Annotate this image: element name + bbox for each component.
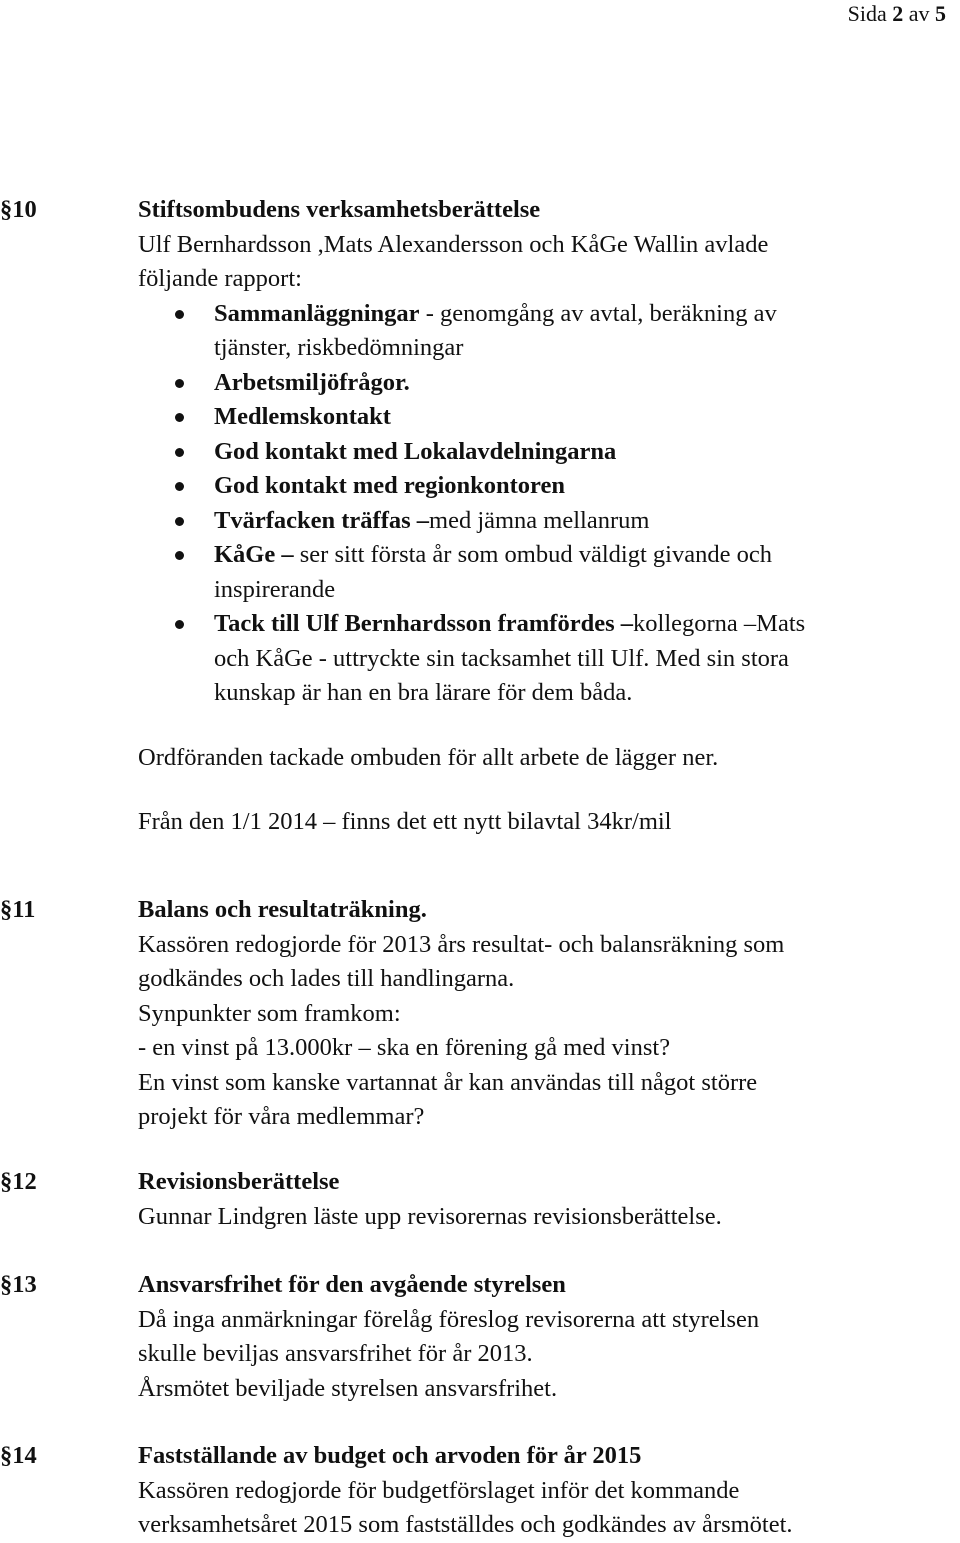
list-item: [138, 400, 938, 435]
body-line: projekt för våra medlemmar?: [138, 1103, 425, 1130]
bullet-bold: Sammanläggningar: [214, 299, 420, 327]
bullet-text: - genomgång av avtal, beräkning av: [419, 299, 777, 327]
page-middle: av: [903, 1, 935, 26]
section-title: Revisionsberättelse: [138, 1168, 340, 1195]
section-body: [138, 1165, 938, 1234]
bullet-text: ser sitt första år som ombud väldigt givande och: [293, 541, 772, 568]
section-title: Stiftsombudens verksamhetsberättelse: [138, 196, 541, 223]
section-number: [0, 193, 37, 228]
list-item: [138, 469, 938, 504]
body-line: Synpunkter som framkom:: [138, 999, 401, 1027]
page-prefix: Sida: [847, 1, 893, 26]
paragraph-symbol: §: [0, 1442, 13, 1469]
body-line: Gunnar Lindgren läste upp revisorernas revisionsberättelse.: [138, 1202, 722, 1230]
body-line: skulle beviljas ansvarsfrihet för år 2013.: [138, 1340, 533, 1367]
body-line: godkändes och lades till handlingarna.: [138, 965, 515, 992]
list-item: [138, 504, 938, 539]
bullet-bold: God kontakt med regionkontoren: [214, 472, 565, 499]
bullet-cont: inspirerande: [214, 575, 336, 603]
body-line: Årsmötet beviljade styrelsen ansvarsfrihet.: [138, 1374, 558, 1402]
list-item: [138, 297, 938, 366]
bullet-icon: [175, 413, 184, 422]
section-number-value: 14: [12, 1442, 37, 1469]
list-item: [138, 435, 938, 470]
report-bullet-list: [138, 297, 938, 711]
paragraph-symbol: §: [0, 196, 13, 223]
closing-paragraph: Ordföranden tackade ombuden för allt arbete de lägger ner.: [138, 743, 719, 771]
section-number: [0, 893, 35, 928]
list-item: [138, 538, 938, 607]
section-number-value: 12: [12, 1168, 37, 1195]
bullet-icon: [175, 551, 184, 560]
paragraph-symbol: §: [0, 896, 13, 923]
body-line: - en vinst på 13.000kr – ska en förening gå med vinst?: [138, 1034, 671, 1061]
body-line: Kassören redogjorde för budgetförslaget inför det kommande: [138, 1476, 740, 1504]
section-number-value: 10: [12, 196, 37, 223]
bullet-bold: Tvärfacken träffas –: [214, 506, 430, 534]
bullet-bold: Arbetsmiljöfrågor.: [214, 368, 410, 396]
page-total: 5: [935, 1, 946, 26]
section-number: [0, 1165, 37, 1200]
intro-line: följande rapport:: [138, 265, 302, 292]
intro-line: Ulf Bernhardsson ,Mats Alexandersson och KåGe Wallin avlade: [138, 230, 769, 258]
page-current: 2: [892, 1, 904, 26]
paragraph-symbol: §: [0, 1271, 13, 1298]
body-line: En vinst som kanske vartannat år kan användas till något större: [138, 1068, 758, 1096]
list-item: [138, 607, 938, 711]
body-line: Kassören redogjorde för 2013 års resultat- och balansräkning som: [138, 930, 785, 958]
section-body: [138, 893, 938, 1135]
section-title: Fastställande av budget och arvoden för år 2015: [138, 1442, 642, 1469]
bullet-icon: [175, 310, 184, 319]
bullet-cont: och KåGe - uttryckte sin tacksamhet till Ulf. Med sin stora: [214, 644, 789, 672]
bullet-bold: Tack till Ulf Bernhardsson framfördes –: [214, 610, 634, 637]
section-number-value: 11: [12, 896, 36, 923]
body-line: verksamhetsåret 2015 som fastställdes och godkändes av årsmötet.: [138, 1511, 793, 1538]
closing-paragraph: Från den 1/1 2014 – finns det ett nytt bilavtal 34kr/mil: [138, 808, 672, 835]
bullet-text: kollegorna –Mats: [633, 610, 806, 637]
bullet-bold: Medlemskontakt: [214, 403, 391, 430]
bullet-bold: God kontakt med Lokalavdelningarna: [214, 437, 617, 465]
bullet-cont: tjänster, riskbedömningar: [214, 334, 464, 361]
bullet-cont: kunskap är han en bra lärare för dem båda.: [214, 679, 633, 706]
section-body: [138, 1439, 938, 1543]
body-line: Då inga anmärkningar förelåg föreslog revisorerna att styrelsen: [138, 1305, 760, 1333]
section-body: [138, 1268, 938, 1406]
bullet-bold: KåGe –: [214, 541, 294, 568]
list-item: [138, 366, 938, 401]
section-title: Ansvarsfrihet för den avgående styrelsen: [138, 1271, 566, 1298]
section-title: Balans och resultaträkning.: [138, 896, 427, 923]
bullet-icon: [175, 448, 184, 457]
section-number: [0, 1268, 37, 1303]
section-body: [138, 193, 938, 840]
bullet-icon: [175, 517, 184, 526]
bullet-icon: [175, 620, 184, 629]
paragraph-symbol: §: [0, 1168, 13, 1195]
bullet-icon: [175, 379, 184, 388]
section-number-value: 13: [12, 1271, 37, 1298]
section-number: [0, 1439, 37, 1474]
bullet-text: med jämna mellanrum: [429, 506, 650, 534]
page-number: [848, 0, 946, 28]
bullet-icon: [175, 482, 184, 491]
